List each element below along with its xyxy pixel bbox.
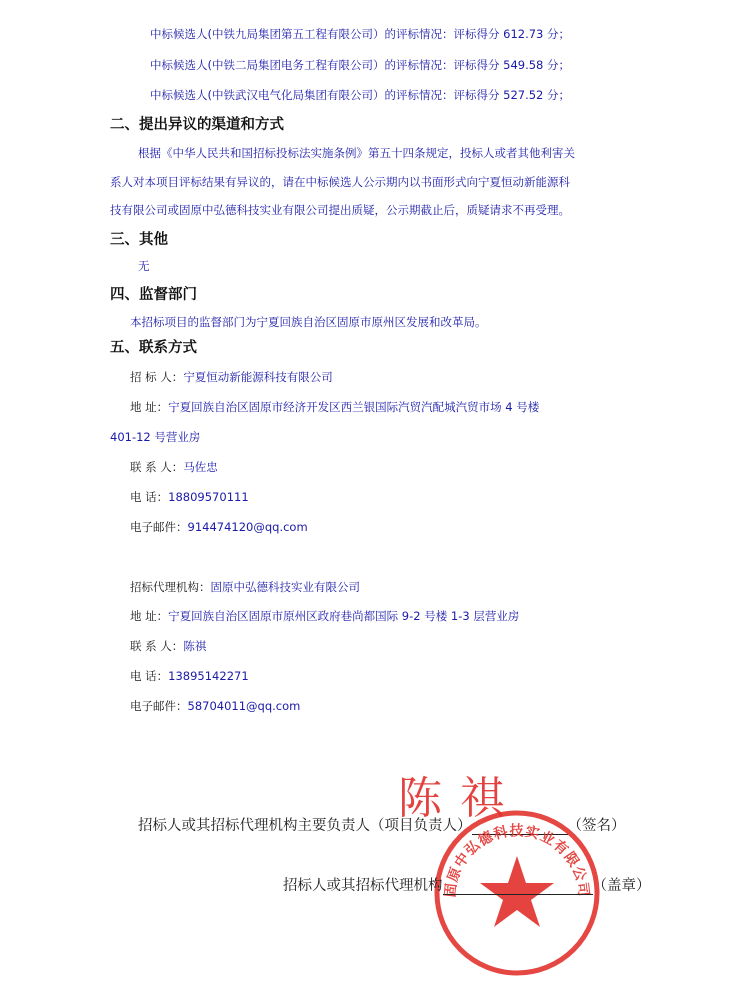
field-label: 电子邮件： [130, 520, 188, 534]
tenderer-name-row [130, 369, 333, 385]
section-heading-other: 三、其他 [110, 232, 168, 248]
seal-label: 招标人或其招标代理机构 [283, 878, 443, 894]
seal-text: 固原中弘德科技实业有限公司 [442, 823, 592, 899]
field-label: 招 标 人： [130, 370, 184, 384]
tenderer-contact-row [130, 459, 218, 475]
seal-blank [443, 879, 593, 895]
field-label: 联 系 人： [130, 460, 184, 474]
supervision-text: 本招标项目的监督部门为宁夏回族自治区固原市原州区发展和改革局。 [130, 315, 487, 329]
tenderer-phone-row [130, 489, 249, 505]
field-label: 电子邮件： [130, 699, 188, 713]
field-value: 宁夏恒动新能源科技有限公司 [183, 370, 333, 384]
field-label: 联 系 人： [130, 639, 184, 653]
candidate-line: 中标候选人(中铁二局集团电务工程有限公司）的评标情况：评标得分 549.58 分； [150, 58, 571, 72]
candidate-line: 中标候选人(中铁九局集团第五工程有限公司）的评标情况：评标得分 612.73 分； [150, 27, 571, 41]
signature-suffix: （签名） [567, 818, 626, 834]
field-value: 宁夏回族自治区固原市原州区政府巷尚都国际 9-2 号楼 1-3 层营业房 [168, 609, 520, 623]
signature-label: 招标人或其招标代理机构主要负责人（项目负责人） [138, 818, 472, 834]
field-value: 马佐忠 [183, 460, 218, 474]
section-heading-objection: 二、提出异议的渠道和方式 [110, 117, 284, 133]
field-label: 地 址： [130, 609, 169, 623]
field-value: 宁夏回族自治区固原市经济开发区西兰银国际汽贸汽配城汽贸市场 4 号楼 [168, 400, 540, 414]
agent-email-row [130, 698, 300, 714]
field-value[interactable]: 914474120@qq.com [187, 520, 308, 534]
candidate-line: 中标候选人(中铁武汉电气化局集团有限公司）的评标情况：评标得分 527.52 分； [150, 88, 571, 102]
section-heading-supervision: 四、监督部门 [110, 287, 197, 303]
paragraph-line: 系人对本项目评标结果有异议的，请在中标候选人公示期内以书面形式向宁夏恒动新能源科 [110, 175, 570, 189]
field-label: 电 话： [130, 669, 169, 683]
seal-line [283, 877, 651, 895]
field-value: 18809570111 [168, 490, 249, 504]
field-label: 地 址： [130, 400, 169, 414]
field-label: 招标代理机构： [130, 580, 211, 594]
field-value: 13895142271 [168, 669, 249, 683]
agent-address-row [130, 608, 519, 624]
field-value: 陈祺 [183, 639, 207, 653]
agent-contact-row [130, 638, 206, 654]
tenderer-email-row [130, 519, 308, 535]
field-value[interactable]: 58704011@qq.com [187, 699, 301, 713]
paragraph-line: 根据《中华人民共和国招标投标法实施条例》第五十四条规定，投标人或者其他利害关 [138, 146, 575, 160]
seal-suffix: （盖章） [592, 878, 651, 894]
handwritten-signature: 陈 祺 [398, 773, 506, 824]
agent-name-row [130, 579, 360, 595]
field-label: 电 话： [130, 490, 169, 504]
section-heading-contact: 五、联系方式 [110, 340, 197, 356]
tenderer-address-cont: 401-12 号营业房 [110, 430, 201, 444]
tenderer-address-row [130, 399, 539, 415]
agent-phone-row [130, 668, 249, 684]
field-value: 固原中弘德科技实业有限公司 [210, 580, 360, 594]
other-text: 无 [138, 259, 150, 273]
paragraph-line: 技有限公司或固原中弘德科技实业有限公司提出质疑，公示期截止后，质疑请求不再受理。 [110, 203, 570, 217]
